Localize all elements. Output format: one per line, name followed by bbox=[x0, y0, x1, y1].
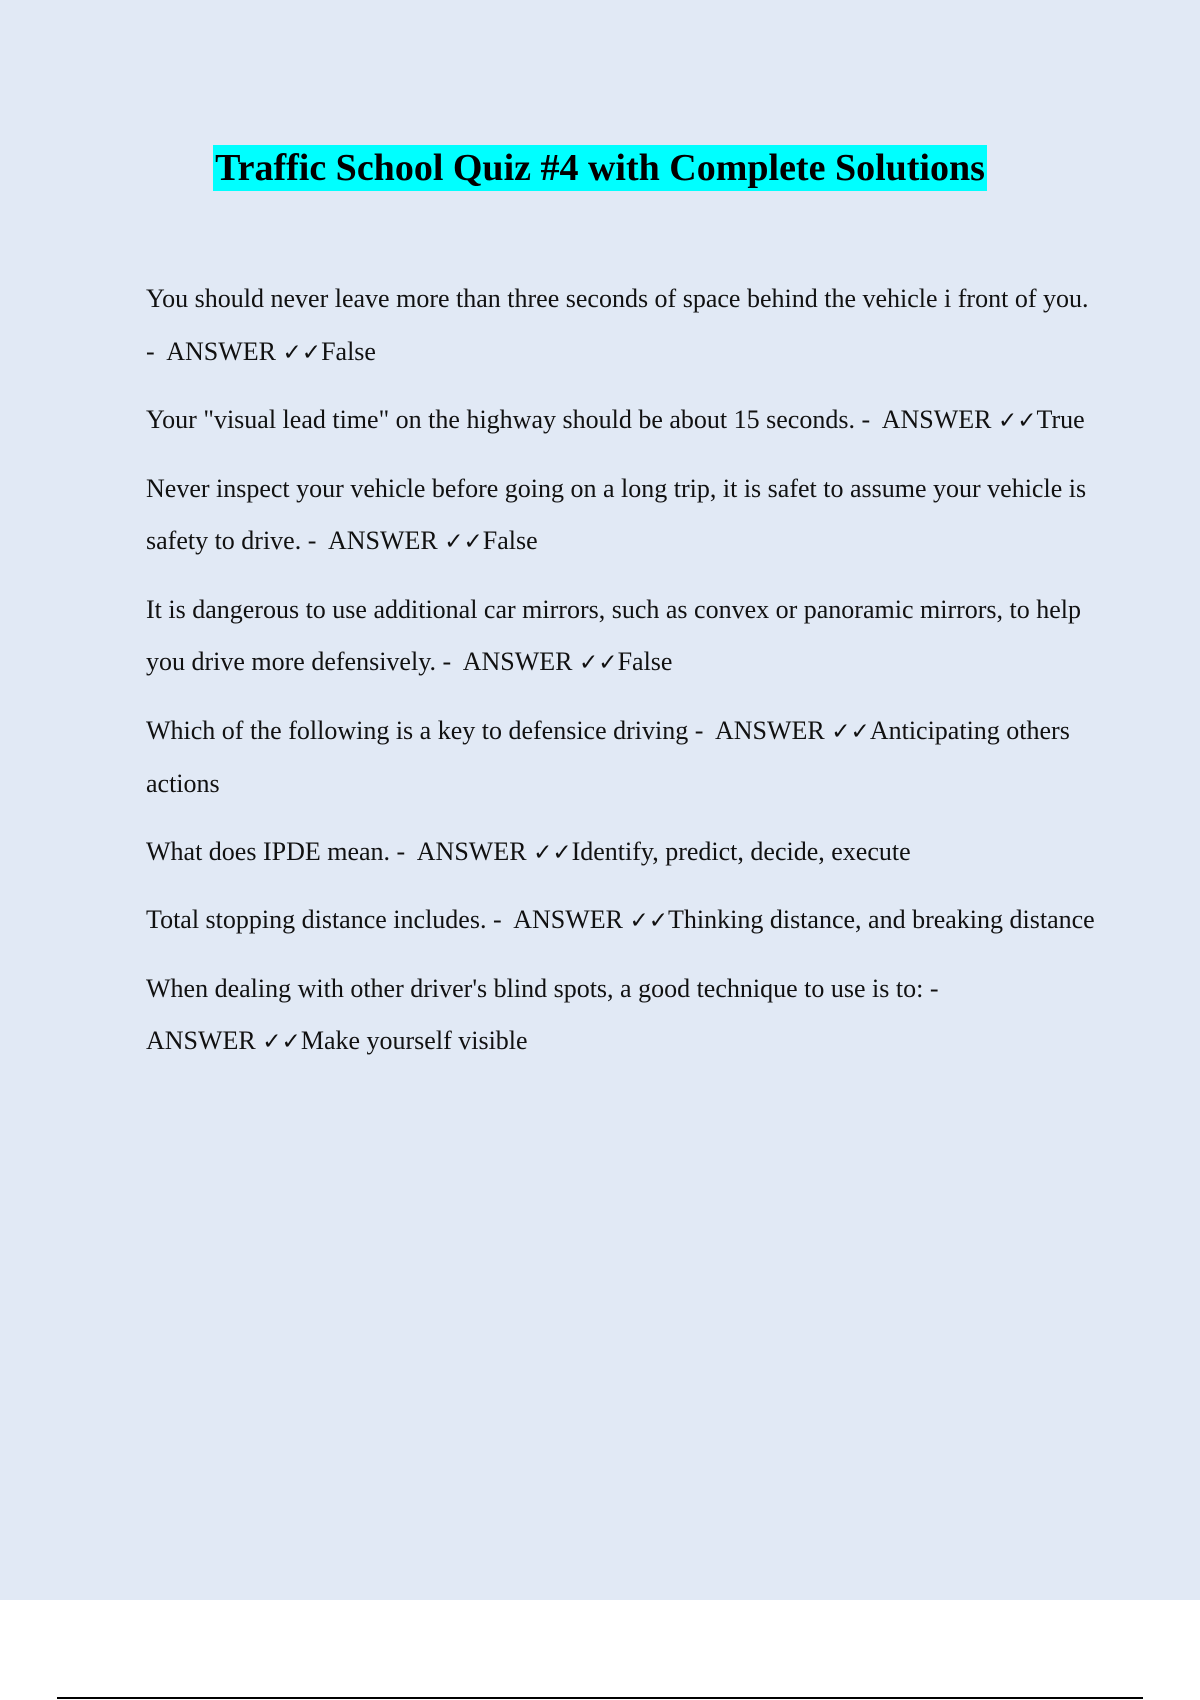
answer-text: False bbox=[617, 647, 673, 676]
answer-marker bbox=[166, 337, 321, 366]
double-check-icon: ✓✓ bbox=[831, 718, 870, 745]
double-check-icon: ✓✓ bbox=[997, 408, 1037, 434]
answer-label: ANSWER bbox=[166, 336, 277, 366]
question-text: What does IPDE mean. - bbox=[146, 836, 406, 866]
answer-label: ANSWER bbox=[881, 405, 992, 434]
answer-label: ANSWER bbox=[462, 647, 573, 676]
qa-item bbox=[146, 394, 1096, 448]
double-check-icon: ✓✓ bbox=[444, 529, 483, 555]
answer-text: False bbox=[321, 336, 376, 366]
answer-marker bbox=[513, 905, 668, 934]
qa-item bbox=[146, 273, 1096, 379]
answer-text: Anticipating others actions bbox=[146, 715, 1070, 798]
qa-item bbox=[146, 584, 1096, 690]
answer-marker bbox=[417, 837, 572, 866]
qa-item bbox=[146, 963, 1096, 1069]
question-text: Your "visual lead time" on the highway should be about 15 seconds. - bbox=[146, 405, 871, 434]
double-check-icon: ✓✓ bbox=[533, 839, 572, 866]
answer-marker bbox=[463, 647, 618, 676]
answer-marker bbox=[146, 1026, 301, 1055]
qa-item bbox=[146, 826, 1096, 880]
qa-list bbox=[146, 273, 1096, 1084]
double-check-icon: ✓✓ bbox=[579, 650, 618, 676]
answer-text: Identify, predict, decide, execute bbox=[571, 836, 911, 866]
question-text: You should never leave more than three seconds of space behind the vehicle i front of you. - bbox=[146, 284, 1089, 366]
answer-label: ANSWER bbox=[146, 1026, 256, 1055]
double-check-icon: ✓✓ bbox=[629, 908, 669, 934]
title-container bbox=[0, 145, 1200, 191]
answer-text: Thinking distance, and breaking distance bbox=[668, 905, 1095, 934]
double-check-icon: ✓✓ bbox=[282, 339, 322, 366]
answer-label: ANSWER bbox=[327, 526, 438, 555]
answer-marker bbox=[328, 526, 483, 555]
qa-item bbox=[146, 894, 1096, 948]
answer-text: True bbox=[1036, 405, 1085, 434]
qa-item bbox=[146, 705, 1096, 811]
answer-marker bbox=[715, 716, 870, 745]
question-text: Never inspect your vehicle before going on a long trip, it is safet to assume your vehicle is safety to drive. - bbox=[146, 473, 1087, 555]
question-text: When dealing with other driver's blind spots, a good technique to use is to: - bbox=[146, 973, 939, 1003]
double-check-icon: ✓✓ bbox=[262, 1029, 301, 1055]
document-title: Traffic School Quiz #4 with Complete Solutions bbox=[215, 147, 985, 189]
question-text: It is dangerous to use additional car mirrors, such as convex or panoramic mirrors, to help you drive more defensively. - bbox=[146, 594, 1082, 676]
answer-text: False bbox=[482, 526, 538, 555]
question-text: Total stopping distance includes. - bbox=[146, 905, 502, 934]
footer-divider bbox=[57, 1697, 1143, 1699]
answer-marker bbox=[882, 405, 1037, 434]
qa-item bbox=[146, 463, 1096, 569]
answer-label: ANSWER bbox=[714, 715, 825, 745]
question-text: Which of the following is a key to defensice driving - bbox=[146, 715, 704, 745]
answer-label: ANSWER bbox=[513, 905, 623, 934]
answer-label: ANSWER bbox=[416, 836, 527, 866]
answer-text: Make yourself visible bbox=[300, 1026, 528, 1055]
